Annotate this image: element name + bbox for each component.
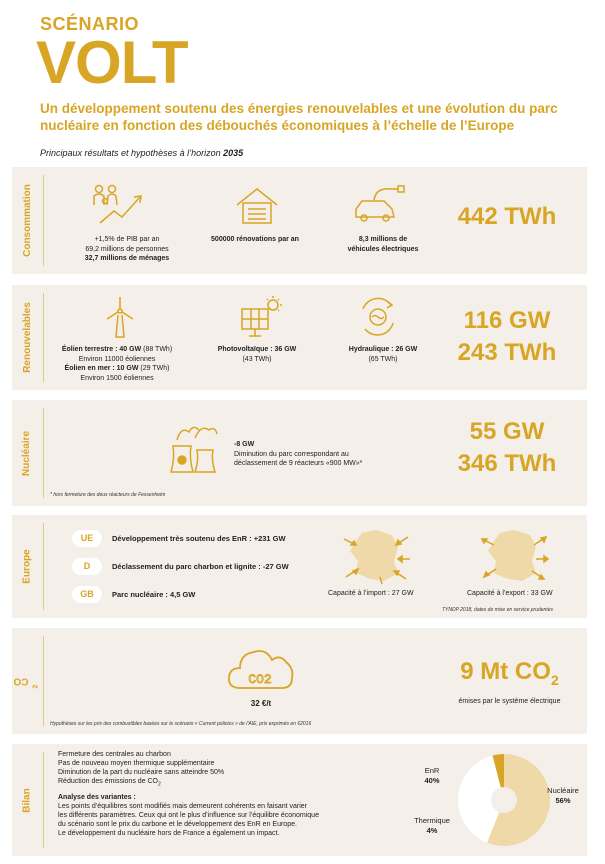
country-pill-gb: GB <box>72 586 102 603</box>
tab-renouvelables <box>12 285 42 390</box>
section-consommation <box>12 167 587 274</box>
wind-text <box>42 345 192 383</box>
tab-co2-main: CO <box>13 675 28 687</box>
europe-footnote: TYNDP 2018, dates de mise en service prudentes <box>442 607 553 613</box>
pv-label: Photovoltaïque : 36 GW <box>217 346 297 353</box>
section-co2 <box>12 628 587 734</box>
pib-growth: +1,5% de PIB par an <box>94 236 160 243</box>
tab-co2-label <box>15 674 39 689</box>
tab-nucleaire-label: Nucléaire <box>21 430 33 476</box>
bilan-analysis-1: Les points d’équilibres sont modifiés mais demeurent cohérents en faisant varier <box>58 803 308 811</box>
tab-europe <box>12 515 42 618</box>
europe-row-d: Déclassement du parc charbon et lignite : -27 GW <box>112 562 289 571</box>
wind-onshore-count: Environ 11000 éoliennes <box>78 355 156 363</box>
nucleaire-desc-2: déclassement de 9 réacteurs «900 MW»* <box>234 460 363 467</box>
results-year: 2035 <box>223 148 244 158</box>
co2-emissions-label: émises par le système électrique <box>458 698 561 705</box>
tab-divider <box>43 752 44 848</box>
population-growth-icon <box>92 183 152 227</box>
country-pill-d: D <box>72 558 102 575</box>
wind-offshore-label: Éolien en mer : 10 GW <box>64 365 139 372</box>
co2-price: 32 €/t <box>250 699 272 708</box>
tab-divider <box>43 408 44 498</box>
section-renouvelables <box>12 285 587 390</box>
nucleaire-footnote: * hors fermeture des deux réacteurs de Fessenheim <box>50 492 166 498</box>
wind-offshore-count: Environ 1500 éoliennes <box>80 374 154 382</box>
bilan-summary <box>58 750 398 838</box>
co2-cloud-icon <box>226 642 296 694</box>
tab-divider <box>43 523 44 610</box>
co2-footnote: Hypothèses sur les prix des combustibles basées sur le scénario « Current policies » de l’AIE, prix exprimés en €2016 <box>50 721 312 727</box>
wind-onshore-label: Éolien terrestre : 40 GW <box>61 346 142 353</box>
pie-label-nucleaire-value: 56% <box>555 796 571 805</box>
solar-panel-icon <box>237 295 287 339</box>
wind-offshore <box>42 364 192 374</box>
nuclear-plant-icon <box>165 418 225 474</box>
section-bilan <box>12 744 587 856</box>
population: 69,2 millions de personnes <box>85 245 169 253</box>
scenario-subtitle: Un développement soutenu des énergies renouvelables et une évolution du parc nucléaire en fonction des débouchés économiques à l’échelle de l’Europe <box>40 101 558 133</box>
pie-label-nucleaire-name: Nucléaire <box>547 786 579 795</box>
europe-row-gb: Parc nucléaire : 4,5 GW <box>112 590 196 599</box>
ev-line-1: 8,3 millions de <box>358 236 408 243</box>
tab-renouvelables-label: Renouvelables <box>21 302 33 373</box>
tab-divider <box>43 636 44 726</box>
results-prefix: Principaux résultats et hypothèses à l’horizon <box>40 148 224 158</box>
co2-total-sub: 2 <box>550 671 559 688</box>
bilan-analysis-4: Le développement du nucléaire hors de France a également un impact. <box>58 830 280 838</box>
renouvelables-total-twh: 243 TWh <box>457 339 557 366</box>
co2-total-main: 9 Mt CO <box>460 658 551 685</box>
hydro-icon <box>355 295 401 339</box>
nucleaire-desc-1: Diminution du parc correspondant au <box>234 450 349 458</box>
import-capacity: Capacité à l’import : 27 GW <box>328 590 414 597</box>
pib-text <box>72 235 182 264</box>
house-icon <box>234 185 280 225</box>
bilan-co2-line: Réduction des émissions de CO <box>58 778 158 785</box>
nucleaire-text <box>234 440 434 469</box>
tab-europe-label: Europe <box>21 549 33 584</box>
tab-co2-sub: 2 <box>32 684 39 689</box>
tab-bilan-label: Bilan <box>21 787 33 813</box>
hydro-label: Hydraulique : 26 GW <box>348 346 418 353</box>
nucleaire-total-twh: 346 TWh <box>457 450 557 477</box>
co2-cloud-text: CO2 <box>248 672 272 687</box>
ev-line-2: véhicules électriques <box>347 245 419 253</box>
renovations-text: 500000 rénovations par an <box>211 236 299 243</box>
bilan-line-2: Pas de nouveau moyen thermique supplémentaire <box>58 760 215 767</box>
wind-onshore-twh: (88 TWh) <box>141 346 173 353</box>
tab-consommation <box>12 167 42 274</box>
renouvelables-total-gw: 116 GW <box>463 307 551 334</box>
scenario-title: VOLT <box>36 29 188 96</box>
bilan-analysis-2: les différents paramètres. Ceux qui ont le plus d’influence sur l’équilibre économique <box>58 812 319 820</box>
tab-nucleaire <box>12 400 42 506</box>
wind-turbine-icon <box>100 295 140 339</box>
pie-label-thermique <box>408 816 456 836</box>
bilan-co2-sub: 2 <box>158 781 161 788</box>
europe-row-ue: Développement très soutenu des EnR : +231 GW <box>112 534 286 543</box>
scenario-label: SCÉNARIO <box>40 14 140 34</box>
tab-divider <box>43 175 44 266</box>
pv-twh: (43 TWh) <box>242 355 272 363</box>
ev-text <box>328 235 438 254</box>
bilan-line-3: Diminution de la part du nucléaire sans atteindre 50% <box>58 769 225 776</box>
nucleaire-total-gw: 55 GW <box>469 418 545 445</box>
pie-label-enr-value: 40% <box>424 776 440 785</box>
tab-bilan <box>12 744 42 856</box>
hydro-twh: (65 TWh) <box>368 355 398 363</box>
pie-label-thermique-value: 4% <box>426 826 438 835</box>
pie-label-thermique-name: Thermique <box>414 816 450 825</box>
france-import-map-icon <box>342 527 412 585</box>
co2-total <box>437 658 582 688</box>
section-nucleaire <box>12 400 587 506</box>
pie-label-enr <box>412 766 452 786</box>
wind-offshore-twh: (29 TWh) <box>138 365 170 372</box>
wind-onshore <box>42 345 192 355</box>
consommation-total: 442 TWh <box>457 203 557 230</box>
households: 32,7 millions de ménages <box>84 255 170 262</box>
pie-label-enr-name: EnR <box>424 766 440 775</box>
results-caption <box>40 148 243 158</box>
bilan-line-1: Fermeture des centrales au charbon <box>58 751 171 758</box>
export-capacity: Capacité à l’export : 33 GW <box>467 590 553 597</box>
pv-text <box>202 345 312 364</box>
pie-label-nucleaire <box>542 786 584 806</box>
bilan-line-4 <box>58 777 398 789</box>
section-europe <box>12 515 587 618</box>
energy-mix-donut-chart <box>454 750 554 850</box>
hydro-text <box>328 345 438 364</box>
tab-co2 <box>12 628 42 734</box>
france-export-map-icon <box>480 527 550 585</box>
tab-consommation-label: Consommation <box>21 184 33 257</box>
electric-car-icon <box>350 183 408 223</box>
bilan-analysis-title: Analyse des variantes : <box>58 794 136 802</box>
bilan-analysis-3: du scénario sont le prix du carbone et le développement des EnR en Europe. <box>58 821 297 829</box>
nucleaire-delta: -8 GW <box>234 441 255 448</box>
country-pill-ue: UE <box>72 530 102 547</box>
